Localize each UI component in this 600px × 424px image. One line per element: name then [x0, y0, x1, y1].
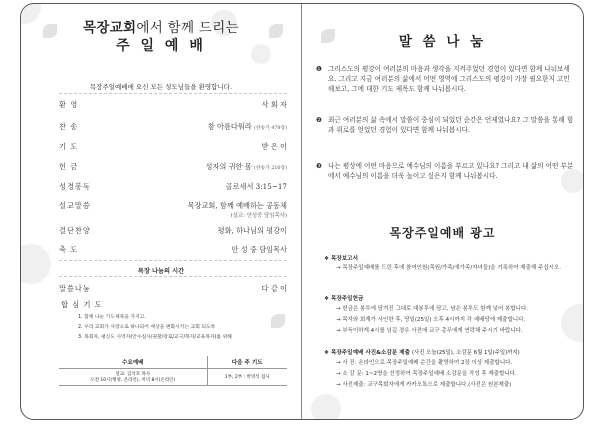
order-label: 헌 금	[59, 162, 79, 171]
prayer-item: 1. 함께 나눈 기도제목을 가지고.	[78, 315, 146, 320]
order-label: 찬 송	[59, 122, 79, 131]
question-1	[316, 65, 574, 95]
hymn-title: 참 아름다워라	[207, 122, 252, 131]
prayer-title: 합 심 기 도	[61, 300, 103, 309]
bulletin-sheet	[20, 3, 584, 420]
announcements-title: 목장주일예배 광고	[389, 226, 496, 240]
prayer-item: 3. 목회자, 평신도 사역자(안수집사/권찰/장로/교구/목자/교육목자)를 위해	[78, 335, 232, 340]
divider-line	[59, 93, 287, 94]
sermon-sharing-page	[302, 4, 583, 419]
order-value: 다 같 이	[261, 284, 287, 293]
bulletin-subtitle: 주 일 예 배	[116, 38, 206, 54]
question-2	[316, 116, 574, 136]
announcement-heading: ❖ 목장주일예배 사진&소감문 제출 (사진 오늘(25일), 소감문 6월 1일(주일)까지)	[324, 350, 520, 356]
announcement-line: → 목장주일예배를 드린 후에 참여인원(목원/가족/새가족/자녀들)을 기록하여 제출해 주십시오.	[336, 265, 562, 271]
prayer-item: 2. 우리 교회가 사랑으로 하나되어 세상을 변화시키는 교회 되도록	[78, 325, 216, 330]
order-value	[208, 122, 287, 132]
title-church-name: 목장교회	[83, 20, 137, 36]
announcement-heading-text: 목장주일예배 사진&소감문 제출	[330, 350, 410, 356]
order-label: 결단찬양	[59, 226, 91, 235]
preacher-note: (설교: 안성중 담임목사)	[230, 213, 287, 219]
order-label: 성경봉독	[59, 182, 91, 191]
order-label: 설교말씀	[59, 201, 91, 210]
announcement-deadline: (사진 오늘(25일), 소감문 6월 1일(주일)까지)	[411, 350, 520, 356]
welcome-text: 목장주일예배에 오신 모든 성도님들을 환영합니다.	[89, 83, 233, 91]
bulletin-title	[21, 16, 301, 36]
question-text: 나는 평상에 어떤 마음으로 예수님의 이름을 부르고 있나요? 그리고 내 삶의 어떤 부분에서 예수님의 이름을 더욱 높이고 싶은지 함께 나눠봅시다.	[328, 162, 574, 180]
announcement-heading: ❖ 목장주일헌금	[324, 296, 364, 302]
question-number: ❸	[316, 162, 322, 170]
order-label: 환 영	[59, 100, 79, 109]
fellowship-header: 목장 나눔의 시간	[137, 268, 185, 275]
wednesday-service-header: 수요예배	[59, 356, 207, 369]
order-value: 목장교회, 함께 예배하는 공동체	[187, 201, 287, 210]
wednesday-times: 오전 10시(행정, 온라인), 저녁 8시(온라인)	[90, 378, 176, 383]
announcement-heading-text: 목장주일헌금	[330, 296, 364, 302]
next-week-prayer-info: 1부, 2부 : 박영석 집사	[207, 369, 287, 386]
order-of-worship-page	[21, 4, 301, 419]
question-text: 그리스도의 평강이 여러분의 마음과 생각을 지켜주었던 경험이 있다면 함께 나눠보세요. 그리고 지금 여러분의 삶에서 어떤 영역에 그리스도의 평강이 가장 필요한지 고민해보고, 그에 대한 기도 제목도 함께 나눠봅시다.	[328, 65, 570, 93]
order-label: 기 도	[59, 142, 79, 151]
offering-hymn-title: 성자의 귀한 몸	[205, 162, 252, 171]
order-value	[206, 162, 288, 172]
sharing-title: 말 씀 나 눔	[398, 34, 487, 50]
next-week-prayer-header: 다음 주 기도	[207, 356, 287, 369]
order-value: 사 회 자	[261, 100, 287, 109]
announcement-line: → 목자와 회계가 사인한 후, 당일(25일) 오후 4시까지 각 예배당에 제출합니다.	[336, 317, 526, 323]
question-number: ❷	[316, 116, 322, 124]
question-3	[316, 162, 574, 182]
divider-line	[59, 276, 287, 277]
announcement-heading: ❖ 목장보고서	[324, 256, 358, 262]
schedule-table	[59, 356, 287, 386]
question-number: ❶	[316, 65, 322, 73]
wednesday-preacher: 설교: 김석호 목사	[115, 372, 151, 377]
announcement-line: → 소 감 문: 1~2명을 선정하여 목장주일예배 소감문을 작성 후 제출합니다.	[336, 371, 517, 377]
order-label: 축 도	[59, 245, 79, 254]
announcement-heading-text: 목장보고서	[330, 256, 358, 262]
divider-line	[59, 260, 287, 261]
announcement-line: → 사 진: 온라인으로 목장주일예배 순간을 촬영하여 2장 이상 제출합니다.	[336, 360, 513, 366]
order-value: 평화, 하나님의 평강이	[217, 226, 287, 235]
hymn-number: (찬송가 478장)	[254, 126, 287, 131]
question-text: 최근 여러분의 삶 속에서 말씀이 중심이 되었던 순간은 언제였나요? 그 말씀을 통해 힘과 위로를 얻었던 경험이 있다면 함께 나눠봅시다.	[328, 116, 574, 134]
announcement-line: → 사진제출: 교구목회자에게 카카오톡으로 제출합니다.(사진은 원본제출)	[336, 382, 512, 388]
offering-hymn-number: (찬송가 216장)	[254, 166, 287, 171]
announcement-line: → 헌금은 봉투에 담겨진 그대로 대봉투에 담고, 남은 봉투도 함께 넣어 봉합니다.	[336, 306, 529, 312]
order-value: 받 은 이	[261, 142, 287, 151]
wednesday-service-info	[59, 369, 207, 386]
order-label: 말씀나눔	[59, 284, 91, 293]
order-value: 안 성 중 담임목사	[231, 245, 287, 254]
announcement-line: → 부득이하게 4시를 넘길 경우 사전에 교구 총무에게 연락해 주시기 바랍니다.	[336, 328, 523, 334]
title-suffix: 에서 함께 드리는	[136, 20, 239, 36]
order-value: 골로새서 3:15~17	[225, 182, 287, 191]
